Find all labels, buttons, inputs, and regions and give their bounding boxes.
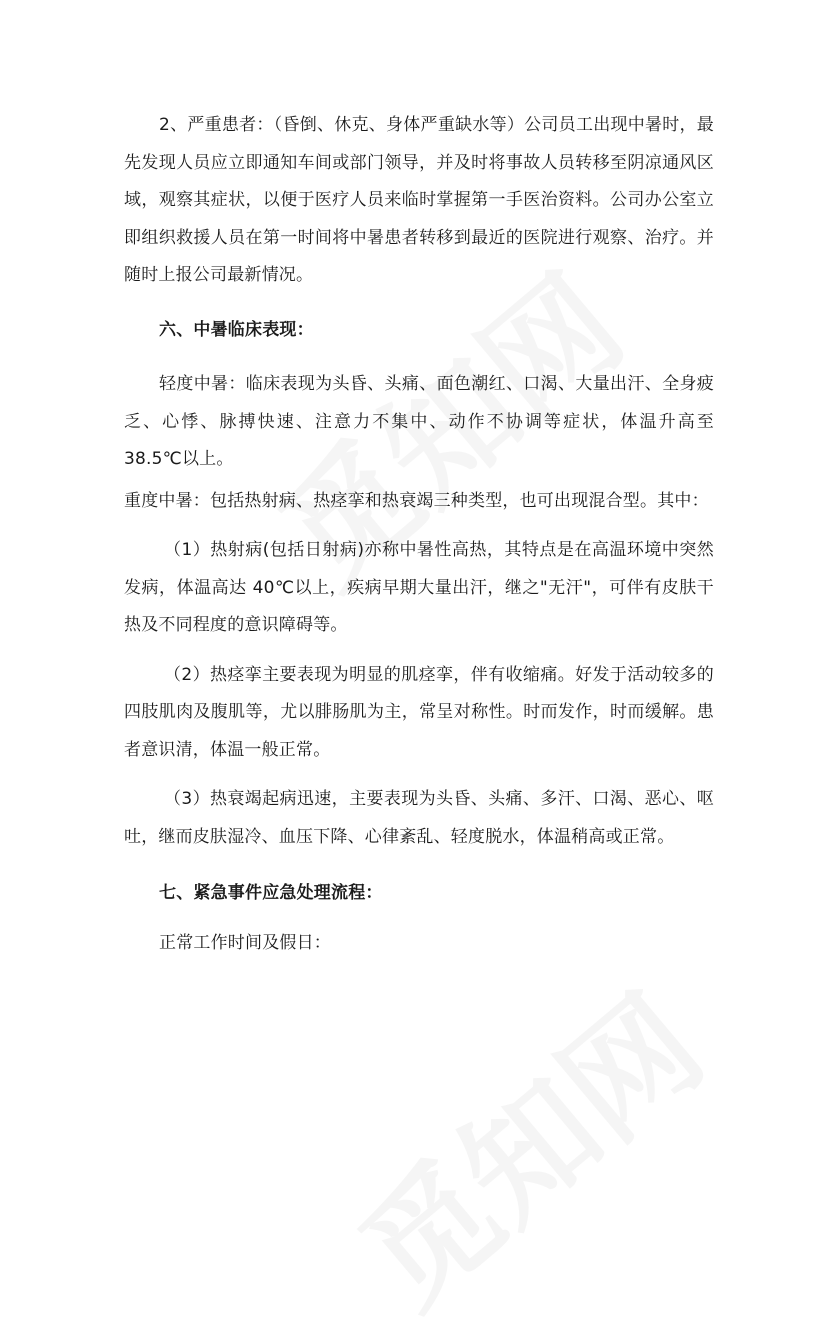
paragraph-severe-heatstroke: 重度中暑：包括热射病、热痉挛和热衰竭三种类型，也可出现混合型。其中：: [124, 490, 709, 511]
subheading-normal-hours: 正常工作时间及假日：: [159, 932, 331, 953]
paragraph-heat-stroke: （1）热射病(包括日射病)亦称中暑性高热，其特点是在高温环境中突然发病，体温高达 40℃以上，疾病早期大量出汗，继之"无汗"，可伴有皮肤干热及不同程度的意识障碍等。: [124, 540, 714, 635]
paragraph-mild-heatstroke: 轻度中暑：临床表现为头昏、头痛、面色潮红、口渴、大量出汗、全身疲乏、心悸、脉搏快速、注意力不集中、动作不协调等症状，体温升高至 38.5℃以上。: [124, 374, 714, 469]
paragraph-heat-exhaustion: （3）热衰竭起病迅速，主要表现为头昏、头痛、多汗、口渴、恶心、呕吐，继而皮肤湿冷、血压下降、心律紊乱、轻度脱水，体温稍高或正常。: [124, 789, 714, 847]
section-heading-clinical-manifestations: 六、中暑临床表现：: [159, 319, 314, 340]
watermark: [316, 947, 735, 1340]
paragraph-severe-patient: 2、严重患者：（昏倒、休克、身体严重缺水等）公司员工出现中暑时，最先发现人员应立即通知车间或部门领导，并及时将事故人员转移至阴凉通风区域，观察其症状，以便于医疗人员来临时掌握第一手医治资料。公司办公室立即组织救援人员在第一时间将中暑患者转移到最近的医院进行观察、治疗。并随时上报公司最新情况。: [124, 115, 714, 285]
section-heading-emergency-procedure: 七、紧急事件应急处理流程：: [159, 883, 383, 903]
document-body: [124, 107, 714, 962]
paragraph-heat-cramp: （2）热痉挛主要表现为明显的肌痉挛，伴有收缩痛。好发于活动较多的四肢肌肉及腹肌等，尤以腓肠肌为主，常呈对称性。时而发作，时而缓解。患者意识清，体温一般正常。: [124, 664, 714, 760]
